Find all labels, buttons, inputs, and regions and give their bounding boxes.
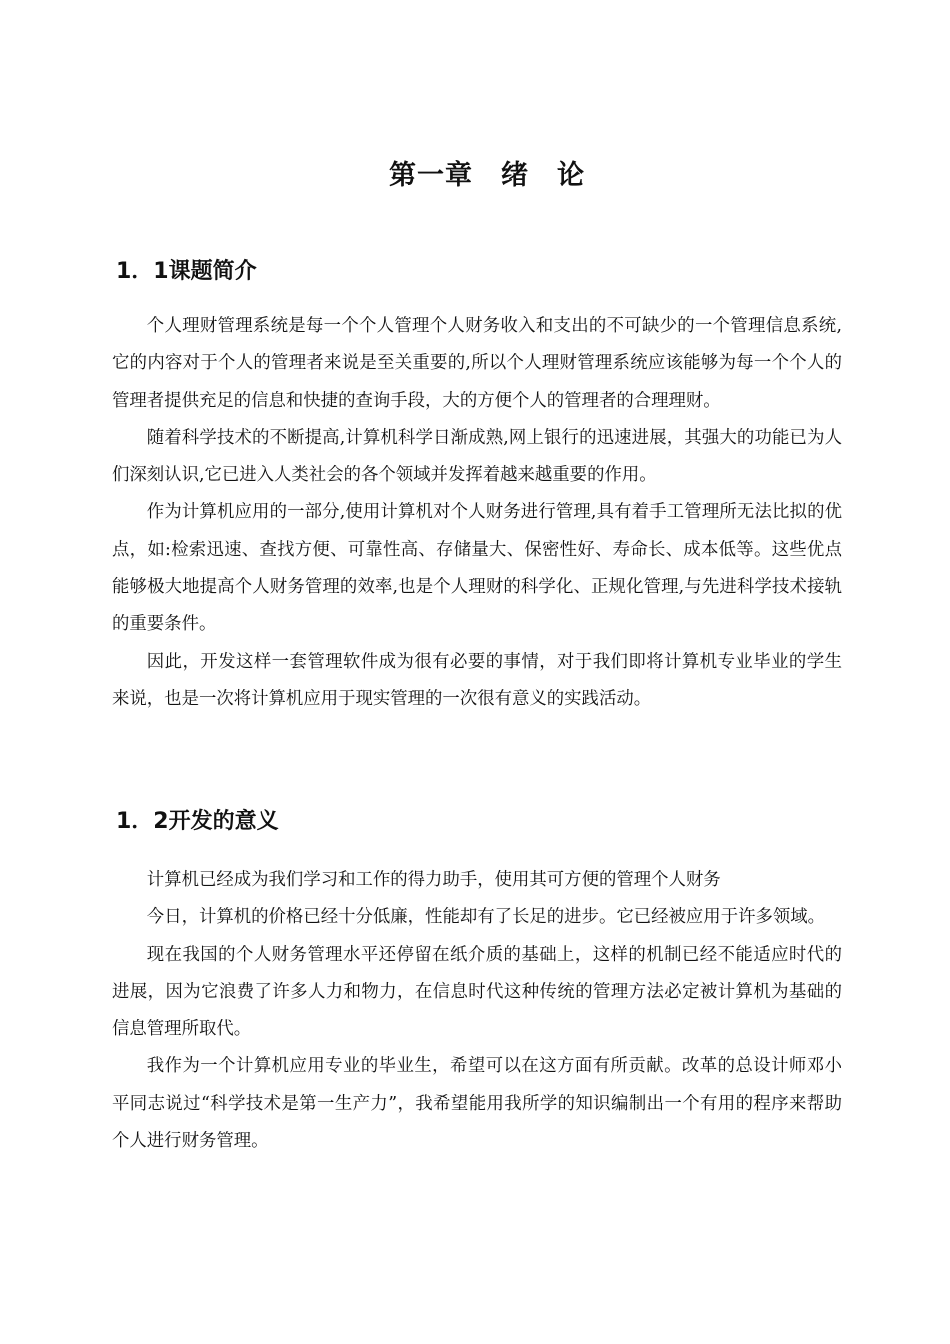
paragraph: 今日，计算机的价格已经十分低廉，性能却有了长足的进步。它已经被应用于许多领域。: [146, 907, 826, 928]
section-body-significance: [112, 862, 842, 1160]
paragraph: 随着科学技术的不断提高,计算机科学日渐成熟,网上银行的迅速进展，其强大的功能已为人们深刻认识,它已进入人类社会的各个领域并发挥着越来越重要的作用。: [112, 427, 842, 486]
paragraph: 个人理财管理系统是每一个个人管理个人财务收入和支出的不可缺少的一个管理信息系统,它的内容对于个人的管理者来说是至关重要的,所以个人理财管理系统应该能够为每一个个人的管理者提供充足的信息和快捷的查询手段，大的方便个人的管理者的合理理财。: [112, 316, 842, 411]
paragraph: 计算机已经成为我们学习和工作的得力助手，使用其可方便的管理个人财务: [146, 870, 721, 890]
paragraph: 作为计算机应用的一部分,使用计算机对个人财务进行管理,具有着手工管理所无法比拟的优点，如:检索迅速、查找方便、可靠性高、存储量大、保密性好、寿命长、成本低等。这些优点能够极大地提高个人财务管理的效率,也是个人理财的科学化、正规化管理,与先进科学技术接轨的重要条件。: [112, 502, 842, 635]
paragraph: 我作为一个计算机应用专业的毕业生，希望可以在这方面有所贡献。改革的总设计师邓小平同志说过“科学技术是第一生产力”，我希望能用我所学的知识编制出一个有用的程序来帮助个人进行财务管理。: [112, 1056, 842, 1152]
chapter-title: 第一章 绪 论: [389, 160, 585, 191]
paragraph: 因此，开发这样一套管理软件成为很有必要的事情，对于我们即将计算机专业毕业的学生来说，也是一次将计算机应用于现实管理的一次很有意义的实践活动。: [112, 651, 842, 709]
section-heading-significance: 1．2开发的意义: [116, 809, 279, 834]
paragraph: 现在我国的个人财务管理水平还停留在纸介质的基础上，这样的机制已经不能适应时代的进展，因为它浪费了许多人力和物力，在信息时代这种传统的管理方法必定被计算机为基础的信息管理所取代。: [112, 944, 842, 1040]
section-heading-intro: 1．1课题简介: [116, 259, 257, 284]
section-body-intro: [112, 308, 842, 718]
